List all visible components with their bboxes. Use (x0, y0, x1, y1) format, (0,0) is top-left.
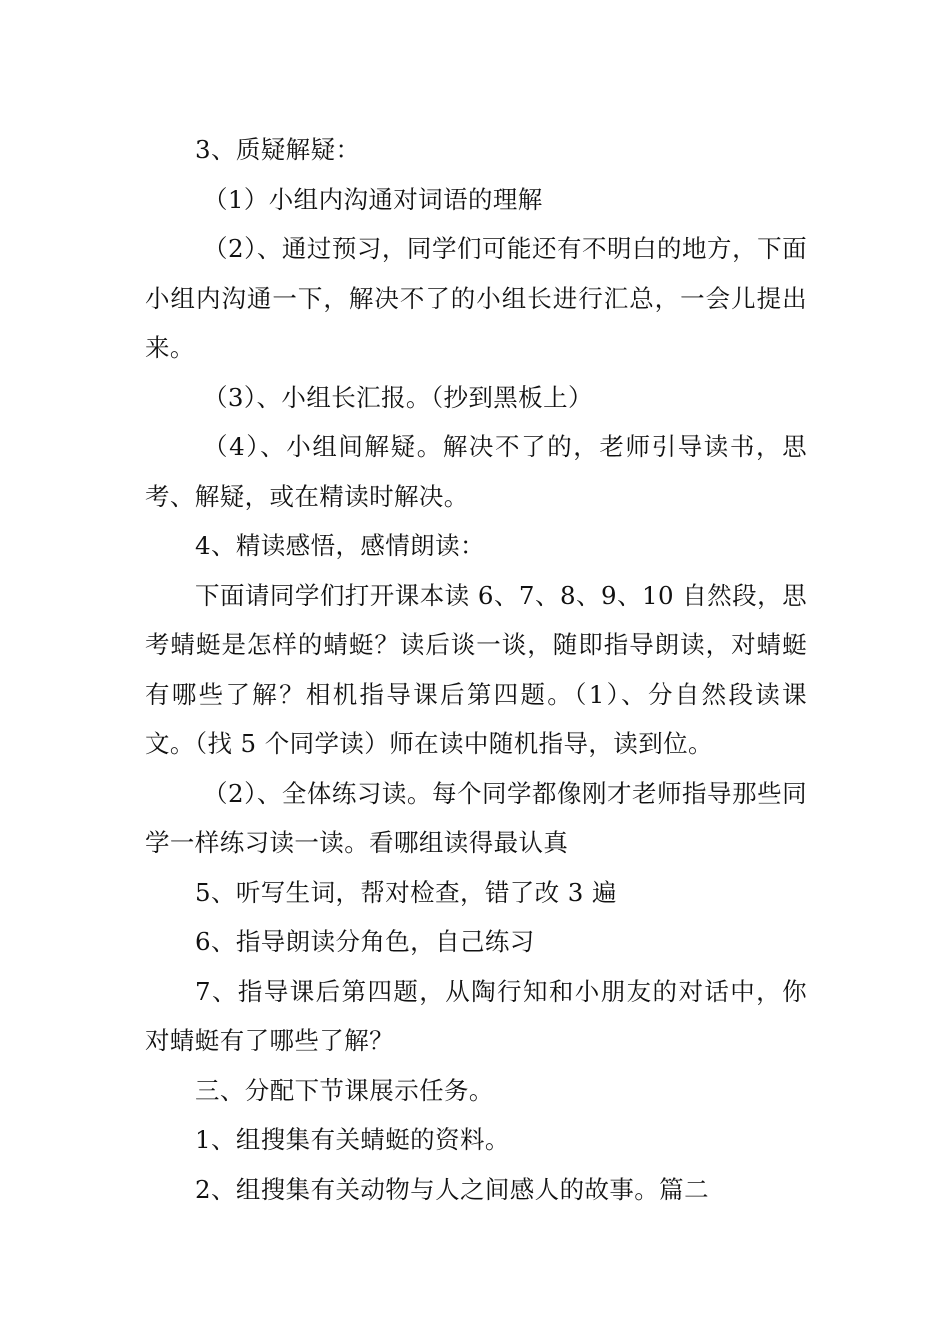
paragraph-question-solving-heading: 3、质疑解疑： (195, 135, 361, 164)
paragraph-task-animal-stories: 2、组搜集有关动物与人之间感人的故事。篇二 (195, 1174, 709, 1204)
paragraph-step-2: （2）、通过预习，同学们可能还有不明白的地方，下面小组内沟通一下，解决不了的小组长进行汇总，一会儿提出来。 (145, 234, 807, 362)
paragraph-reading-instructions: 下面请同学们打开课本读 6、7、8、9、10 自然段，思考蜻蜓是怎样的蜻蜓？读后谈一谈，随即指导朗读，对蜻蜓有哪些了解？相机指导课后第四题。（1）、分自然段读课文。（找 5 个同学读）师在读中随机指导，读到位。 (145, 580, 807, 758)
paragraph-intensive-reading-heading: 4、精读感悟，感情朗读： (195, 531, 485, 560)
paragraph-step-4: （4）、小组间解疑。解决不了的，老师引导读书，思考、解疑，或在精读时解决。 (145, 432, 807, 511)
paragraph-group-practice: （2）、全体练习读。每个同学都像刚才老师指导那些同学一样练习读一读。看哪组读得最认真 (145, 778, 807, 857)
paragraph-task-dragonfly-materials: 1、组搜集有关蜻蜓的资料。 (195, 1125, 510, 1154)
paragraph-role-reading: 6、指导朗读分角色，自己练习 (195, 927, 535, 956)
document-body (145, 125, 807, 1214)
paragraph-dictation: 5、听写生词，帮对检查，错了改 3 遍 (195, 877, 617, 907)
paragraph-step-1: （1）小组内沟通对词语的理解 (203, 184, 543, 214)
paragraph-exercise-four: 7、指导课后第四题，从陶行知和小朋友的对话中，你对蜻蜓有了哪些了解？ (145, 976, 807, 1055)
paragraph-next-lesson-tasks: 三、分配下节课展示任务。 (195, 1075, 494, 1105)
paragraph-step-3: （3）、小组长汇报。（抄到黑板上） (203, 382, 593, 412)
